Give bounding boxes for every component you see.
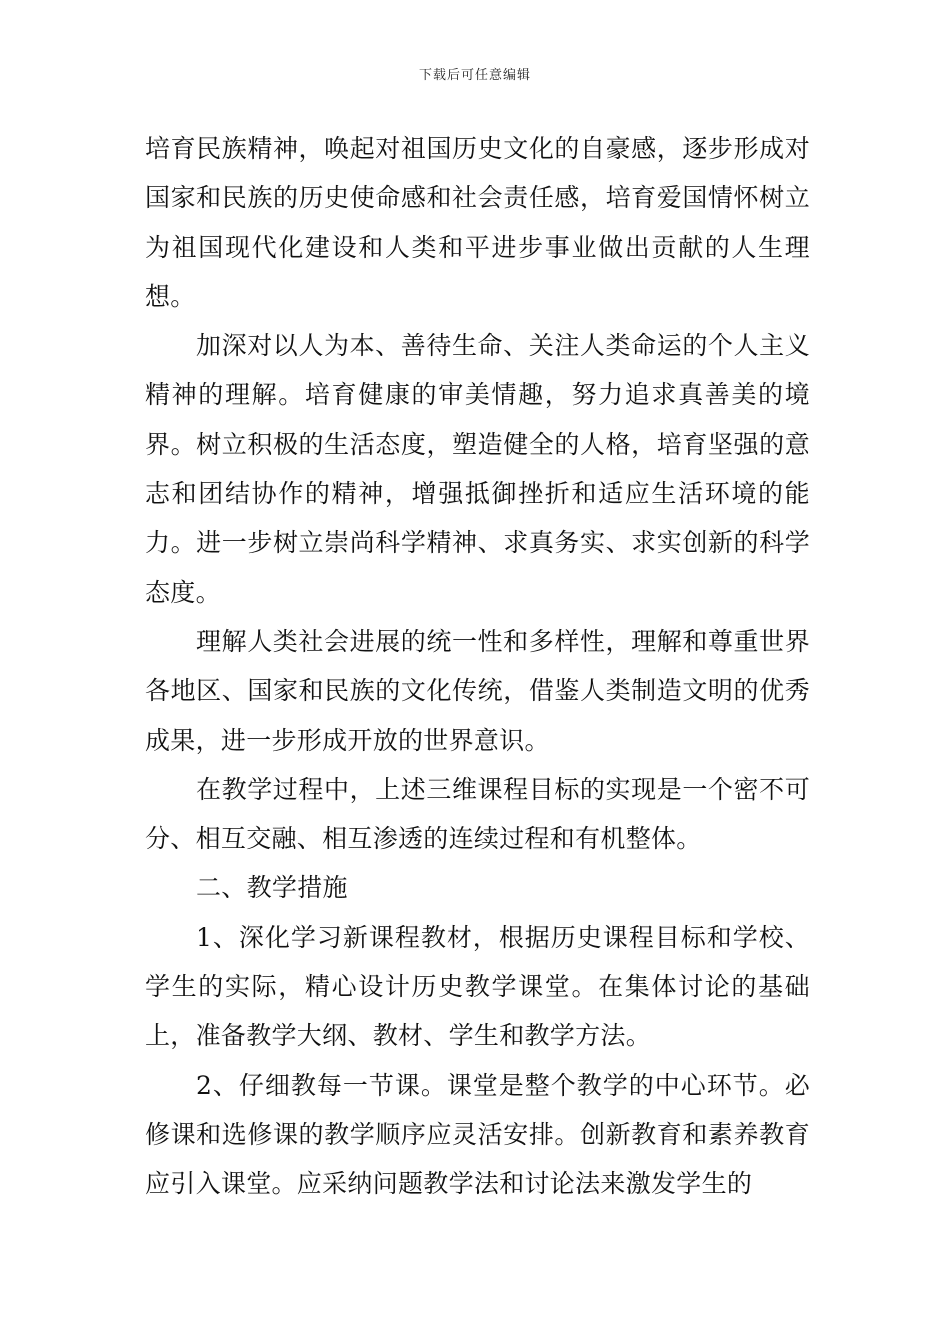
paragraph-3: 理解人类社会进展的统一性和多样性，理解和尊重世界各地区、国家和民族的文化传统，借鉴人类制造文明的优秀成果，进一步形成开放的世界意识。 [145,626,810,755]
paragraph-item-1: 1、深化学习新课程教材，根据历史课程目标和学校、学生的实际，精心设计历史教学课堂。在集体讨论的基础上，准备教学大纲、教材、学生和教学方法。 [145,922,810,1051]
paragraph-2: 加深对以人为本、善待生命、关注人类命运的个人主义精神的理解。培育健康的审美情趣，努力追求真善美的境界。树立积极的生活态度，塑造健全的人格，培育坚强的意志和团结协作的精神，增强抵御挫折和适应生活环境的能力。进一步树立崇尚科学精神、求真务实、求实创新的科学态度。 [145,331,810,607]
page-header: 下载后可任意编辑 [418,68,531,83]
section-heading-teaching-measures: 二、教学措施 [196,873,348,903]
paragraph-4: 在教学过程中，上述三维课程目标的实现是一个密不可分、相互交融、相互渗透的连续过程和有机整体。 [145,774,810,854]
paragraph-item-2: 2、仔细教每一节课。课堂是整个教学的中心环节。必修课和选修课的教学顺序应灵活安排。创新教育和素养教育应引入课堂。应采纳问题教学法和讨论法来激发学生的 [145,1070,810,1199]
paragraph-1: 培育民族精神，唤起对祖国历史文化的自豪感，逐步形成对国家和民族的历史使命感和社会责任感，培育爱国情怀树立为祖国现代化建设和人类和平进步事业做出贡献的人生理想。 [145,134,810,311]
document-body [145,124,810,1209]
